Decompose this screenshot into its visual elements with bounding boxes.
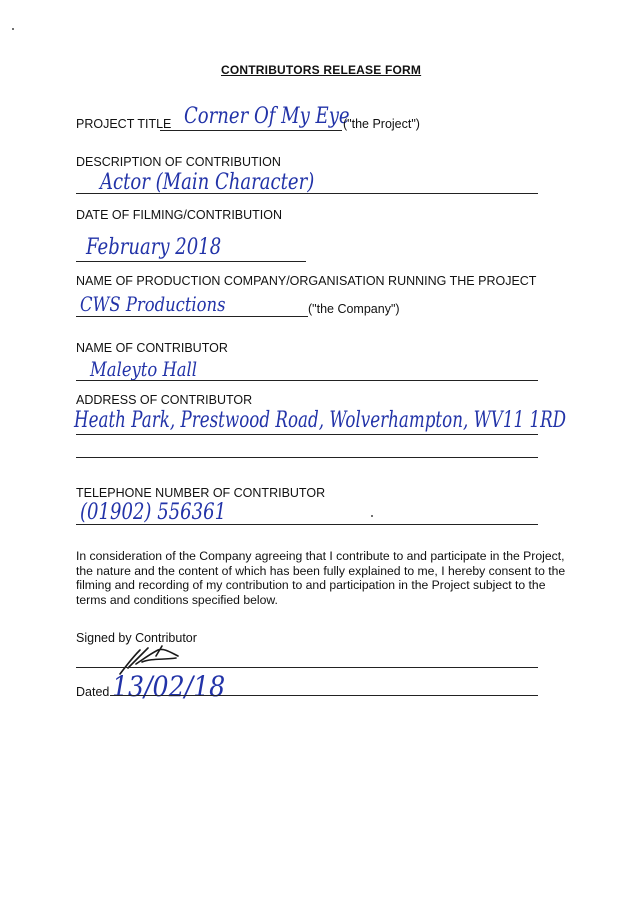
project-suffix: ("the Project") <box>343 117 420 131</box>
address-line-2 <box>76 457 538 458</box>
speck <box>12 28 14 30</box>
signed-label: Signed by Contributor <box>76 631 197 645</box>
project-title-label: PROJECT TITLE <box>76 117 172 131</box>
description-value: Actor (Main Character) <box>100 170 315 195</box>
contributor-line <box>76 380 538 381</box>
description-line <box>76 193 538 194</box>
dated-line <box>110 695 538 696</box>
company-label: NAME OF PRODUCTION COMPANY/ORGANISATION RUNNING THE PROJECT <box>76 274 537 288</box>
company-value: CWS Productions <box>80 292 226 316</box>
company-line <box>76 316 308 317</box>
contributor-label: NAME OF CONTRIBUTOR <box>76 341 228 355</box>
company-suffix: ("the Company") <box>308 302 400 316</box>
project-title-value: Corner Of My Eye <box>184 104 350 129</box>
address-line-1 <box>76 434 538 435</box>
address-value: Heath Park, Prestwood Road, Wolverhampton, WV11 1RD <box>74 408 567 433</box>
project-title-line <box>160 130 342 131</box>
dated-label: Dated <box>76 685 110 699</box>
telephone-label: TELEPHONE NUMBER OF CONTRIBUTOR <box>76 486 326 500</box>
date-value: February 2018 <box>86 235 222 260</box>
form-title: CONTRIBUTORS RELEASE FORM <box>221 63 422 77</box>
consent-paragraph: In consideration of the Company agreeing that I contribute to and participate in the Project, the nature and the content of which has been fully explained to me, I hereby consent to the filming and recording of my contribution to and participation in the Project subject to the terms and conditions specified below. <box>76 549 566 607</box>
date-label: DATE OF FILMING/CONTRIBUTION <box>76 208 283 222</box>
telephone-value: (01902) 556361 <box>80 500 227 525</box>
address-label: ADDRESS OF CONTRIBUTOR <box>76 393 253 407</box>
speck <box>371 515 373 517</box>
signature-line <box>76 667 538 668</box>
contributor-value: Maleyto Hall <box>90 357 198 381</box>
description-label: DESCRIPTION OF CONTRIBUTION <box>76 155 281 169</box>
date-line <box>76 261 306 262</box>
telephone-line <box>76 524 538 525</box>
dated-value: 13/02/18 <box>112 670 226 703</box>
